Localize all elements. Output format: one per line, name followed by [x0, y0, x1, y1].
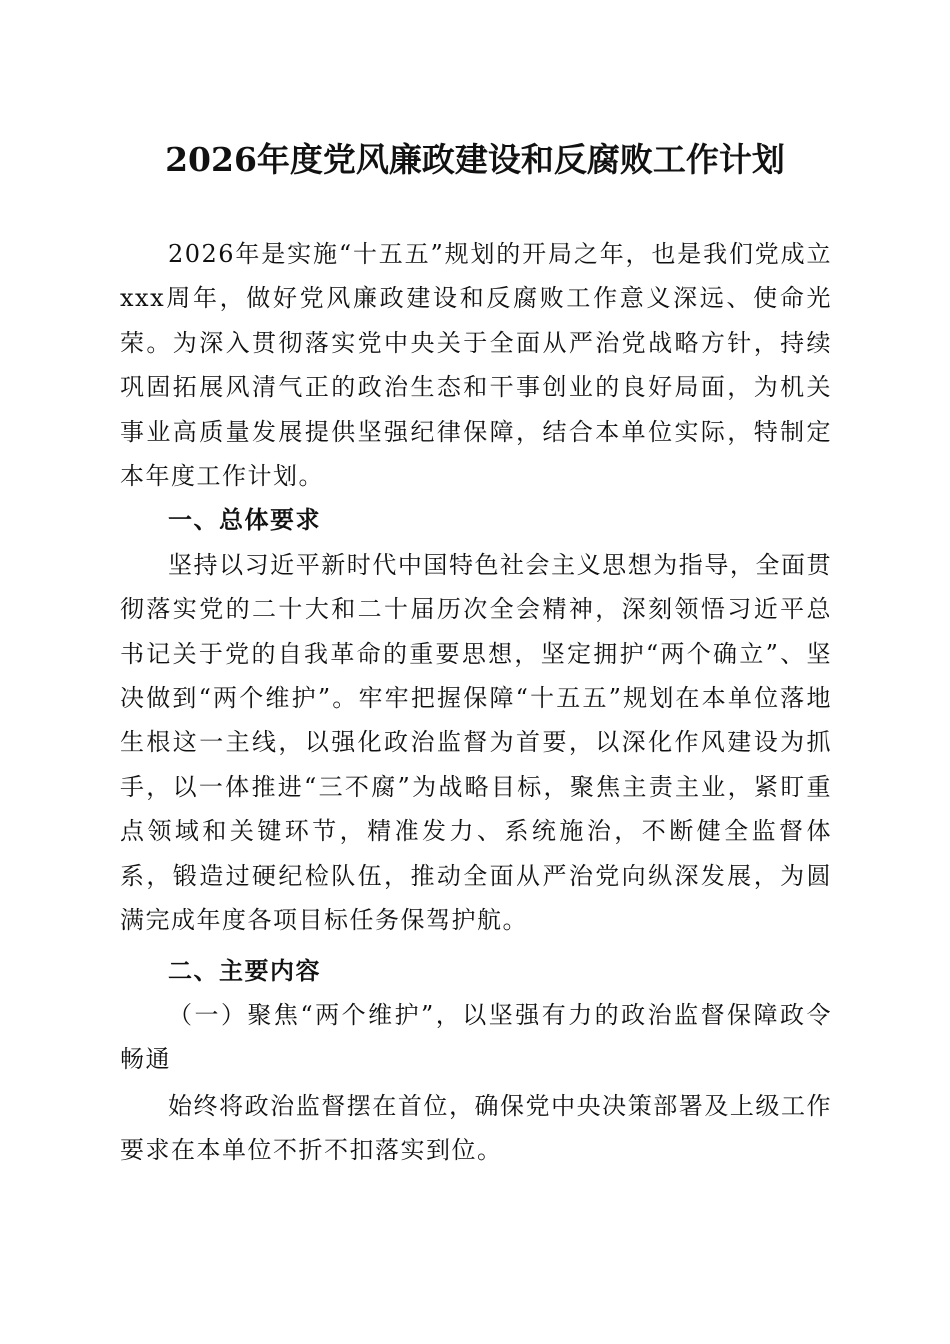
document-title: 2026年度党风廉政建设和反腐败工作计划 [165, 140, 785, 179]
subsection-heading-two-safeguards: （一）聚焦“两个维护”，以坚强有力的政治监督保障政令畅通 [120, 1000, 832, 1074]
document-body [120, 232, 832, 1173]
intro-paragraph: 2026年是实施“十五五”规划的开局之年，也是我们党成立xxx周年，做好党风廉政建设和反腐败工作意义深远、使命光荣。为深入贯彻落实党中央关于全面从严治党战略方针，持续巩固拓展风清气正的政治生态和干事创业的良好局面，为机关事业高质量发展提供坚强纪律保障，结合本单位实际，特制定本年度工作计划。 [120, 240, 832, 491]
general-requirements-paragraph: 坚持以习近平新时代中国特色社会主义思想为指导，全面贯彻落实党的二十大和二十届历次全会精神，深刻领悟习近平总书记关于党的自我革命的重要思想，坚定拥护“两个确立”、坚决做到“两个维护”。牢牢把握保障“十五五”规划在本单位落地生根这一主线，以强化政治监督为首要，以深化作风建设为抓手，以一体推进“三不腐”为战略目标，聚焦主责主业，紧盯重点领域和关键环节，精准发力、系统施治，不断健全监督体系，锻造过硬纪检队伍，推动全面从严治党向纵深发展，为圆满完成年度各项目标任务保驾护航。 [120, 550, 832, 935]
section-heading-main-content: 二、主要内容 [168, 956, 321, 985]
section-heading-general-requirements: 一、总体要求 [168, 506, 321, 535]
political-supervision-paragraph: 始终将政治监督摆在首位，确保党中央决策部署及上级工作要求在本单位不折不扣落实到位。 [120, 1091, 832, 1165]
